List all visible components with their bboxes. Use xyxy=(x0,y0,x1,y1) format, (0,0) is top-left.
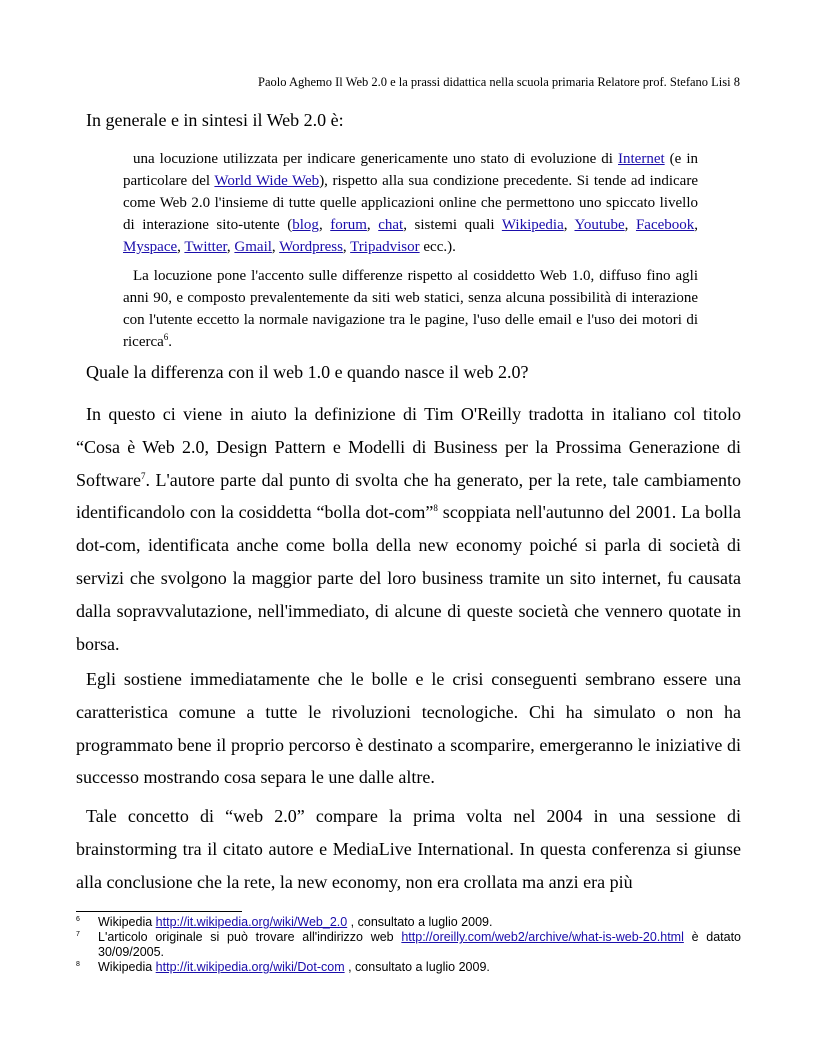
header-title: Paolo Aghemo Il Web 2.0 e la prassi didattica nella scuola primaria Relatore prof. Stefano Lisi xyxy=(258,75,731,89)
link-world-wide-web[interactable]: World Wide Web xyxy=(214,173,320,189)
quote-paragraph: La locuzione pone l'accento sulle differenze rispetto al cosiddetto Web 1.0, diffuso fino agli anni 90, e composto prevalentemente da siti web statici, senza alcuna possibilità di interazione con l'utente eccetto la normale navigazione tra le pagine, l'uso delle email e l'uso dei motori di ricerca$^6$. xyxy=(123,268,698,350)
section-question: Quale la differenza con il web 1.0 e quando nasce il web 2.0? xyxy=(86,362,529,382)
link-myspace[interactable]: Myspace xyxy=(123,239,178,255)
page-number: 8 xyxy=(733,75,740,89)
body-paragraph-3: Tale concetto di “web 2.0” compare la prima volta nel 2004 in una sessione di brainstorming tra il citato autore e MediaLive International. In questa conferenza si giunse alla conclusione che la rete, la new economy, non era crollata ma anzi era più xyxy=(76,806,741,892)
footnote-link-oreilly[interactable]: http://oreilly.com/web2/archive/what-is-web-20.html xyxy=(401,930,684,944)
link-blog[interactable]: blog xyxy=(292,217,319,233)
link-facebook[interactable]: Facebook xyxy=(635,217,695,233)
footnote-link-web20[interactable]: http://it.wikipedia.org/wiki/Web_2.0 xyxy=(155,915,348,929)
link-youtube[interactable]: Youtube xyxy=(574,217,625,233)
running-header xyxy=(258,75,740,90)
body-paragraph-2: Egli sostiene immediatamente che le bolle e le crisi conseguenti sembrano essere una caratteristica comune a tutte le rivoluzioni tecnologiche. Chi ha simulato o non ha programmato bene il proprio percorso è destinato a scomparire, emergeranno le iniziative di successo mostrando cosa separa le une dalle altre. xyxy=(76,669,741,788)
quote-definition xyxy=(123,148,698,258)
link-twitter[interactable]: Twitter xyxy=(184,239,227,255)
footnote-ref-6[interactable]: 6 xyxy=(163,332,169,342)
link-tripadvisor[interactable]: Tripadvisor xyxy=(350,239,420,255)
footnote-separator xyxy=(76,911,242,912)
footnote-7: 7 L'articolo originale si può trovare all'indirizzo web http://oreilly.com/web2/archive/what-is-web-20.html è datato 30/09/2005. xyxy=(76,930,741,959)
link-forum[interactable]: forum xyxy=(330,217,367,233)
quote-web10 xyxy=(123,265,698,353)
footnotes xyxy=(76,915,741,975)
quote-paragraph: una locuzione utilizzata per indicare genericamente uno stato di evoluzione di Internet (e in particolare del World Wide Web), rispetto alla sua condizione precedente. Si tende ad indicare come Web 2.0 l'insieme di tutte quelle applicazioni online che permettono uno spiccato livello di interazione sito-utente (blog, forum, chat, sistemi quali Wikipedia, Youtube, Facebook, Myspace, Twitter, Gmail, Wordpress, Tripadvisor ecc.). xyxy=(123,151,699,255)
link-wikipedia[interactable]: Wikipedia xyxy=(501,217,564,233)
footnote-ref-8[interactable]: 8 xyxy=(433,503,438,514)
footnote-6: 6 Wikipedia http://it.wikipedia.org/wiki/Web_2.0 , consultato a luglio 2009. xyxy=(76,915,493,929)
body-paragraph-1: In questo ci viene in aiuto la definizione di Tim O'Reilly tradotta in italiano col titolo “Cosa è Web 2.0, Design Pattern e Modelli di Business per la Prossima Generazione di Software$^7$. L'autore parte dal punto di svolta che ha generato, per la rete, tale cambiamento identificandolo con la cosiddetta “bolla dot-com”$^8$ scoppiata nell'autunno del 2001. La bolla dot-com, identificata anche come bolla della new economy poiché si parla di società di servizi che svolgono la maggior parte del loro business tramite un sito internet, fu causata dalla sopravvalutazione, nell'immediato, di alcune di queste società che vennero quotate in borsa. xyxy=(76,404,741,654)
link-wordpress[interactable]: Wordpress xyxy=(279,239,343,255)
link-chat[interactable]: chat xyxy=(378,217,404,233)
link-gmail[interactable]: Gmail xyxy=(234,239,272,255)
intro-line: In generale e in sintesi il Web 2.0 è: xyxy=(86,110,344,130)
link-internet[interactable]: Internet xyxy=(618,151,665,167)
footnote-8: 8 Wikipedia http://it.wikipedia.org/wiki/Dot-com , consultato a luglio 2009. xyxy=(76,960,490,974)
footnote-link-dotcom[interactable]: http://it.wikipedia.org/wiki/Dot-com xyxy=(155,960,345,974)
footnote-ref-7[interactable]: 7 xyxy=(140,470,146,481)
